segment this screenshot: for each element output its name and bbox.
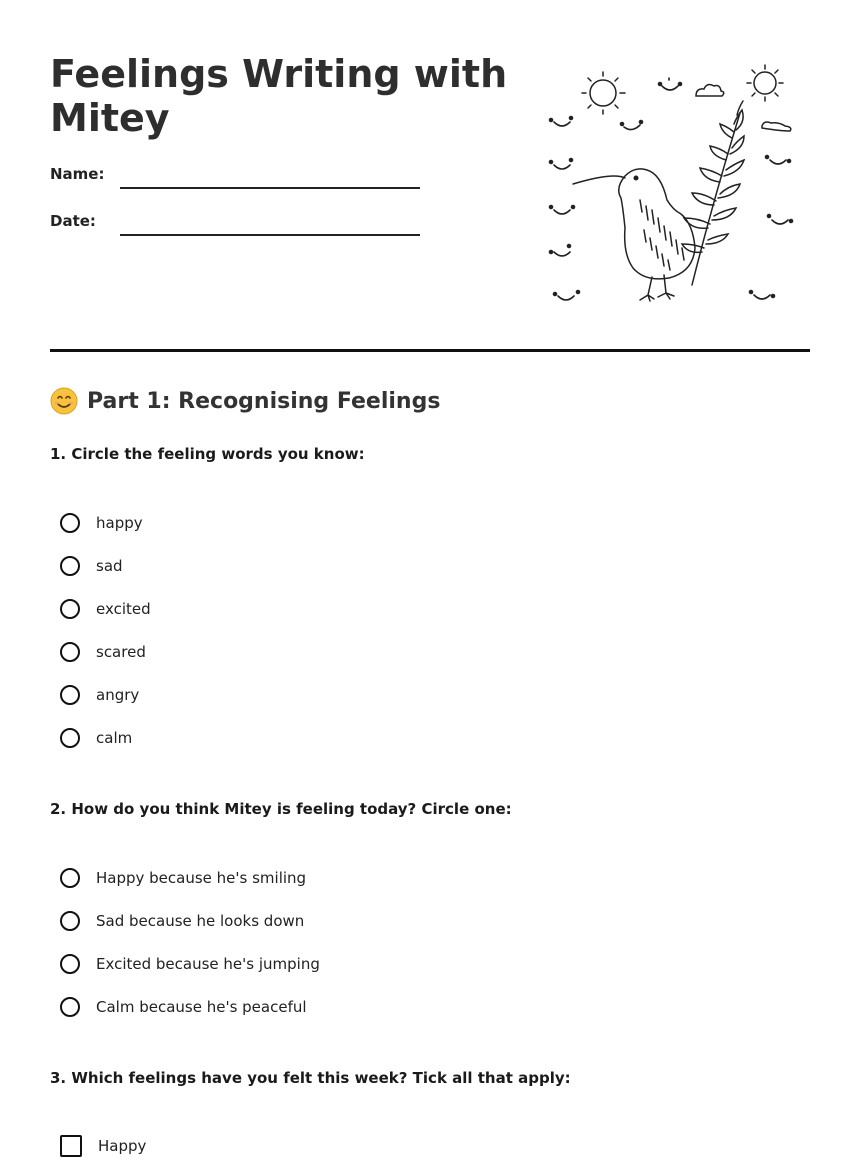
circle-marker[interactable] (60, 685, 80, 705)
worksheet-title: Feelings Writing with Mitey (50, 52, 508, 140)
option-label: sad (96, 557, 123, 575)
date-field-line[interactable] (120, 234, 420, 236)
name-field-line[interactable] (120, 187, 420, 189)
part1-heading-text: Part 1: Recognising Feelings (87, 388, 441, 414)
question-2-prompt: 2. How do you think Mitey is feeling today? Circle one: (50, 800, 512, 818)
circle-marker[interactable] (60, 513, 80, 533)
option-label: happy (96, 514, 143, 532)
question-3-prompt: 3. Which feelings have you felt this week? Tick all that apply: (50, 1069, 571, 1087)
circle-marker[interactable] (60, 954, 80, 974)
date-label: Date: (50, 212, 96, 230)
option-label: scared (96, 643, 146, 661)
option-label: Happy (98, 1137, 147, 1155)
option-label: angry (96, 686, 140, 704)
circle-marker[interactable] (60, 642, 80, 662)
fern-icon (682, 101, 744, 285)
circle-marker[interactable] (60, 997, 80, 1017)
q1-option-happy[interactable] (60, 510, 143, 536)
checkbox[interactable] (60, 1135, 82, 1157)
circle-marker[interactable] (60, 728, 80, 748)
q2-option-excited[interactable] (60, 951, 320, 977)
q2-option-calm[interactable] (60, 994, 307, 1020)
q3-option-happy[interactable] (60, 1133, 146, 1159)
q1-option-excited[interactable] (60, 596, 151, 622)
cloud-icon (696, 85, 724, 96)
sun-icon (582, 72, 625, 114)
q1-option-calm[interactable] (60, 725, 132, 751)
section-divider (50, 349, 810, 352)
circle-marker[interactable] (60, 911, 80, 931)
q1-option-scared[interactable] (60, 639, 146, 665)
part1-heading (50, 387, 440, 415)
question-1-prompt: 1. Circle the feeling words you know: (50, 445, 365, 463)
q1-option-angry[interactable] (60, 682, 139, 708)
option-label: Sad because he looks down (96, 912, 305, 930)
name-label: Name: (50, 165, 105, 183)
kiwi-illustration (540, 60, 800, 315)
q2-option-sad[interactable] (60, 908, 304, 934)
circle-marker[interactable] (60, 556, 80, 576)
q1-option-sad[interactable] (60, 553, 123, 579)
smiley-faces (550, 78, 793, 300)
option-label: calm (96, 729, 133, 747)
smiling-face-icon (50, 387, 78, 415)
sun-icon (747, 65, 783, 101)
option-label: Happy because he's smiling (96, 869, 307, 887)
kiwi-bird-icon (573, 169, 695, 301)
option-label: Calm because he's peaceful (96, 998, 307, 1016)
option-label: excited (96, 600, 151, 618)
circle-marker[interactable] (60, 599, 80, 619)
circle-marker[interactable] (60, 868, 80, 888)
q2-option-happy[interactable] (60, 865, 306, 891)
option-label: Excited because he's jumping (96, 955, 320, 973)
cloud-icon (762, 122, 791, 131)
